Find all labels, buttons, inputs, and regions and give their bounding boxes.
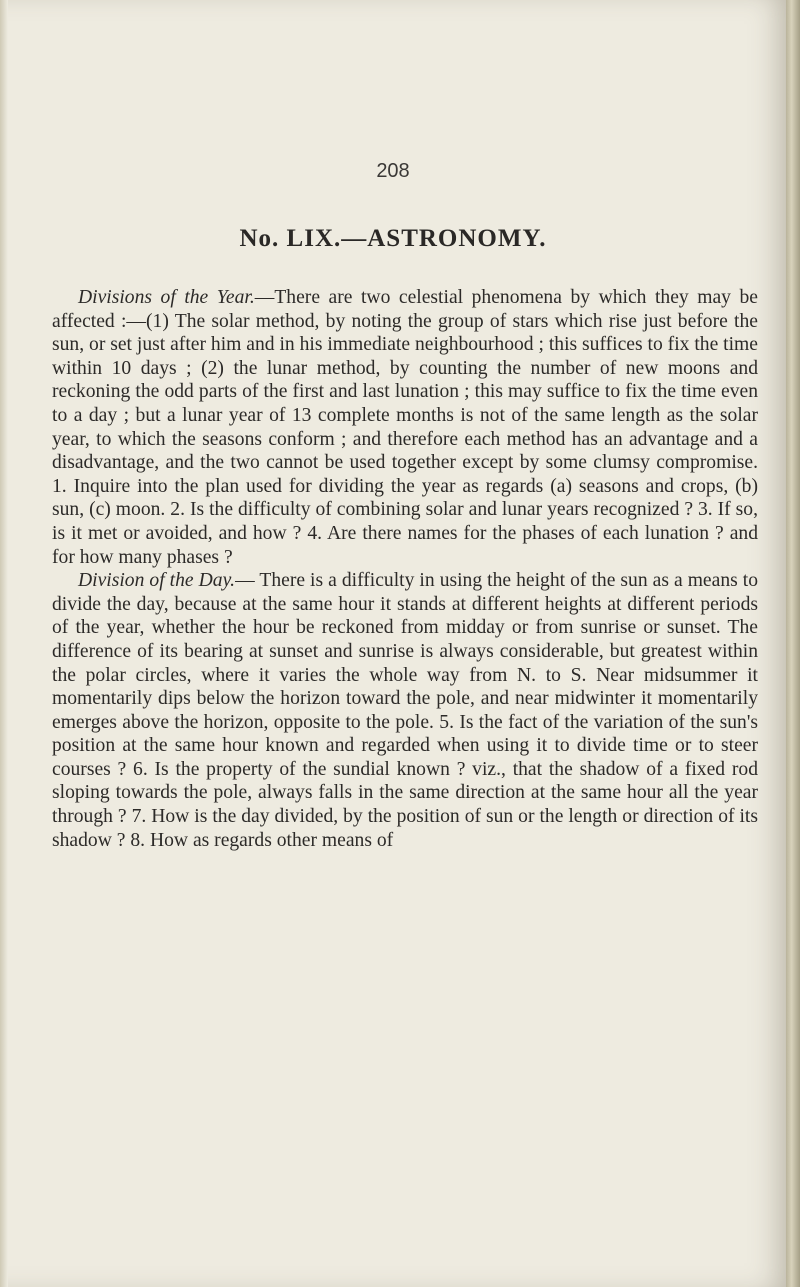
section-title: No. LIX.—ASTRONOMY. [239, 225, 547, 252]
paragraph-text: There are two celestial phenomena by which they may be affected :—(1) The solar method, by noting the group of stars which rise just before the sun, or set just after him and in his immediate neighbourhood ; this suffices to fix the time within 10 days ; (2) the lunar method, by counting the number of new moons and reckoning the odd parts of the first and last lunation ; this may suffice to fix the time even to a day ; but a lunar year of 13 complete months is not of the same length as the solar year, to which the seasons conform ; and therefore each method has an advantage and a disadvantage, and the two cannot be used together except by some clumsy compromise. 1. Inquire into the plan used for dividing the year as regards (a) seasons and crops, (b) sun, (c) moon. 2. Is the difficulty of combining solar and lunar years recognized ? 3. If so, is it met or avoided, and how ? 4. Are there names for the phases of each lunation ? and for how many phases ? [52, 287, 758, 568]
body-text [52, 286, 758, 852]
book-edge [786, 0, 800, 1287]
paragraph-text: There is a difficulty in using the height of the sun as a means to divide the day, because at the same hour it stands at different heights at different periods of the year, whether the hour be reckoned from midday or from sunrise or sunset. The difference of its bearing at sunset and sunrise is always considerable, but greatest within the polar circles, where it varies the whole way from N. to S. Near midsummer it momentarily dips below the horizon toward the pole, and near midwinter it momentarily emerges above the horizon, opposite to the pole. 5. Is the fact of the variation of the sun's position at the same hour known and regarded when using it to divide time or to steer courses ? 6. Is the property of the sundial known ? viz., that the shadow of a fixed rod sloping towards the pole, always falls in the same direction at the same hour all the year through ? 7. How is the day divided, by the position of sun or the length or direction of its shadow ? 8. How as regards other means of [52, 570, 759, 851]
paragraph-division-of-day [52, 569, 758, 852]
paragraph-heading: Divisions of the Year. [78, 287, 255, 308]
page-gutter-shadow [0, 0, 8, 1287]
heading-separator: — [235, 570, 260, 592]
page-number: 208 [376, 160, 410, 182]
paragraph-divisions-of-year [52, 286, 758, 569]
heading-separator: — [254, 287, 275, 308]
paragraph-heading: Division of the Day. [78, 570, 236, 592]
